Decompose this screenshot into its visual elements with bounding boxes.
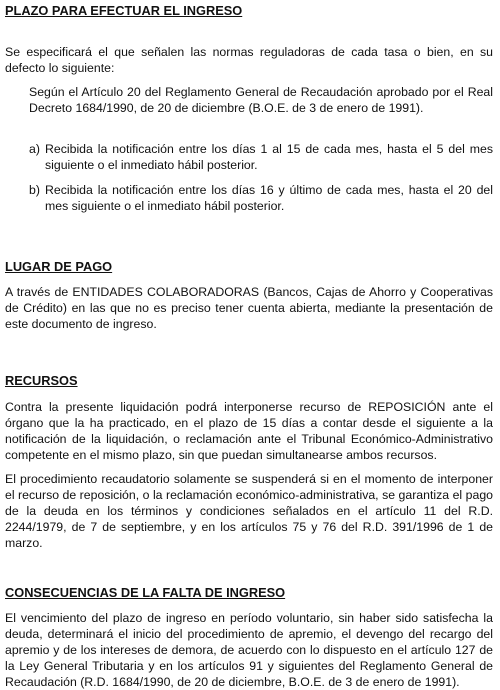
consecuencias-heading: CONSECUENCIAS DE LA FALTA DE INGRESO [5,585,286,600]
lugar-text: A través de ENTIDADES COLABORADORAS (Bancos, Cajas de Ahorro y Cooperativas de Crédito) en las que no es preciso tener cuenta abierta, mediante la presentación de este documento de ingreso. [5,285,493,331]
recursos-heading: RECURSOS [5,373,78,388]
plazo-reglamento: Según el Artículo 20 del Reglamento General de Recaudación aprobado por el Real Decreto 1684/1990, de 20 de diciembre (B.O.E. de 3 de enero de 1991). [29,85,493,115]
plazo-item-b-text: Recibida la notificación entre los días 16 y último de cada mes, hasta el 20 del mes siguiente o el inmediato hábil posterior. [45,183,493,213]
plazo-item-a-text: Recibida la notificación entre los días 1 al 15 de cada mes, hasta el 5 del mes siguiente o el inmediato hábil posterior. [45,142,493,172]
plazo-intro: Se especificará el que señalen las normas reguladoras de cada tasa o bien, en su defecto lo siguiente: [5,45,493,75]
plazo-item-a-label: a) [29,142,40,156]
plazo-heading: PLAZO PARA EFECTUAR EL INGRESO [5,3,243,18]
plazo-item-a [29,141,493,173]
plazo-item-b [29,182,493,214]
recursos-p2: El procedimiento recaudatorio solamente se suspenderá si en el momento de interponer el recurso de reposición, o la reclamación económico-administrativa, se garantiza el pago de la deuda en los términos y condiciones señalados en el artículo 11 del R.D. 2244/1979, de 7 de septiembre, y en los artículos 75 y 76 del R.D. 391/1996 de 1 de marzo. [5,472,493,550]
recursos-p1: Contra la presente liquidación podrá interponerse recurso de REPOSICIÓN ante el órgano que la ha practicado, en el plazo de 15 días a contar desde el siguiente a la notificación de la liquidación, o reclamación ante el Tribunal Económico-Administrativo competente en el mismo plazo, sin que puedan simultanearse ambos recursos. [5,400,493,462]
plazo-item-b-label: b) [29,183,40,197]
lugar-heading: LUGAR DE PAGO [5,259,113,274]
consecuencias-text: El vencimiento del plazo de ingreso en período voluntario, sin haber sido satisfecha la deuda, determinará el inicio del procedimiento de apremio, el devengo del recargo del apremio y de los intereses de demora, de acuerdo con lo dispuesto en el artículo 127 de la Ley General Tributaria y en los artículos 91 y siguientes del Reglamento General de Recaudación (R.D. 1684/1990, de 20 de diciembre, B.O.E. de 3 de enero de 1991). [5,611,493,689]
